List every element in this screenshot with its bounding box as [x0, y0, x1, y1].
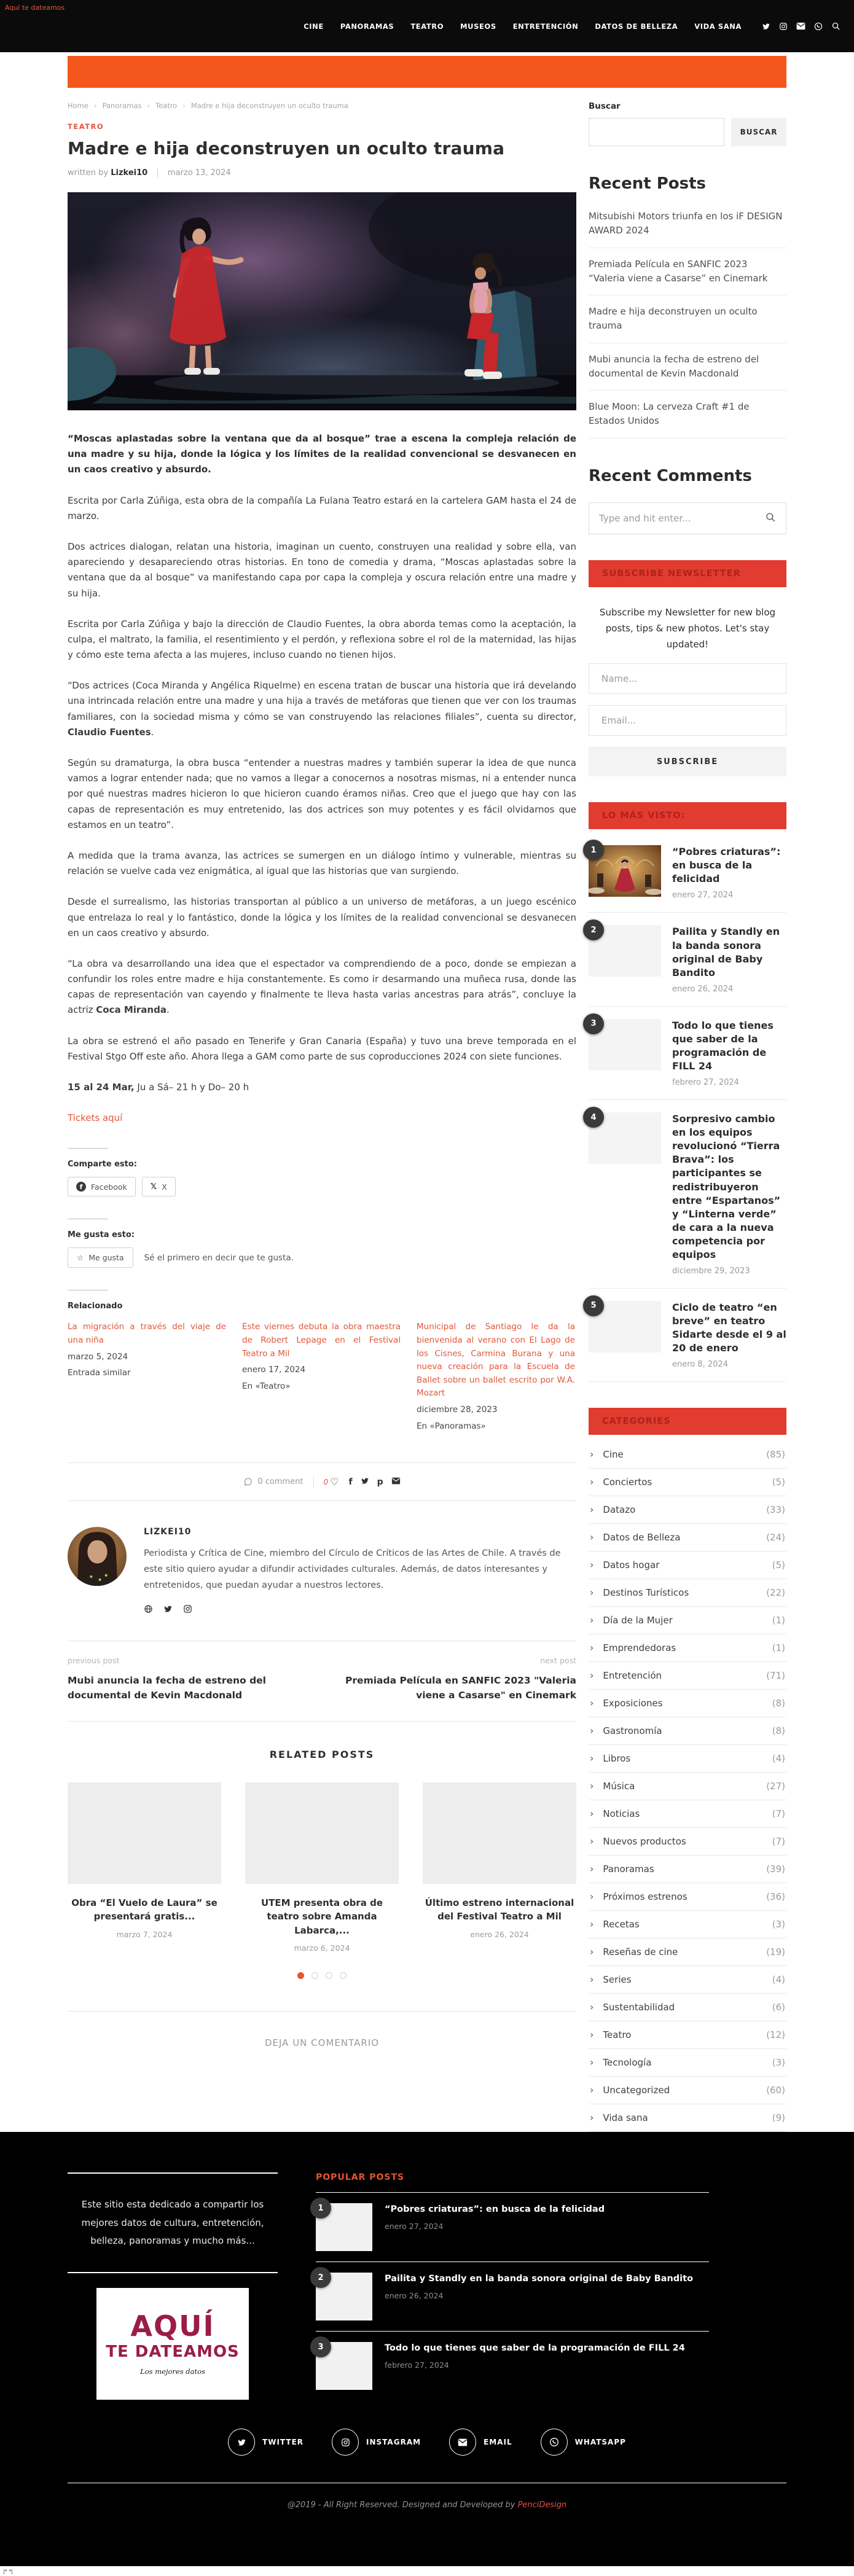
author-bio: Periodista y Crítica de Cine, miembro del Círculo de Críticos de las Artes de Chile. A través de este sitio quiero ayudar a difundir actividades culturales. Además, de datos interesantes y entretenidos, que puedan ayudar a nuestros lectores. [144, 1548, 561, 1590]
article-paragraph: Dos actrices dialogan, relatan una historia, imaginan un cuento, construyen una realidad y sobre ella, van apareciendo y desapareciendo otras historias. En tono de comedia y drama, “Moscas aplastadas sobre la ventana que da al bosque” va manifestando capa por capa la compleja y oscura relación entre una madre y su hija. [68, 541, 576, 599]
related-inline-context: Entrada similar [68, 1368, 131, 1378]
chevron-right-icon: › [590, 1531, 594, 1544]
byline-separator: | [156, 168, 159, 178]
chevron-right-icon: › [590, 1587, 594, 1599]
comment-bar [68, 1463, 576, 1501]
newsletter-email-field[interactable] [589, 705, 786, 736]
related-inline-date: enero 17, 2024 [242, 1365, 306, 1375]
category-item-vida-sana[interactable]: › Vida sana (9) [589, 2104, 786, 2132]
nav-item-cine[interactable]: CINE [304, 21, 324, 31]
chevron-right-icon: › [590, 1725, 594, 1737]
next-post-label: next post [540, 1655, 576, 1665]
author-name[interactable]: LIZKEI10 [144, 1527, 192, 1537]
footer-social [68, 2429, 786, 2456]
most-viewed-banner: LO MÁS VISTO: [589, 802, 786, 829]
nav-item-datos-de-belleza[interactable]: DATOS DE BELLEZA [595, 21, 678, 31]
share-facebook-button[interactable] [68, 1177, 136, 1196]
ad-banner[interactable] [68, 56, 786, 88]
category-item-teatro[interactable]: › Teatro (12) [589, 2021, 786, 2049]
byline-prefix: written by [68, 168, 109, 178]
share-x-label: X [162, 1182, 167, 1192]
divider [68, 2172, 278, 2174]
site-footer [0, 2132, 854, 2566]
rank-badge: 2 [583, 919, 604, 940]
previous-post-title: Mubi anuncia la fecha de estreno del documental de Kevin Macdonald [68, 1674, 266, 1701]
share-email-icon[interactable] [391, 1477, 401, 1487]
category-item-dia-de-la-mujer[interactable]: › Día de la Mujer (1) [589, 1607, 786, 1634]
most-viewed-item[interactable] [589, 913, 786, 1006]
related-post-image [68, 1782, 221, 1884]
breadcrumb-home[interactable]: Home [68, 101, 88, 110]
related-post-date: marzo 6, 2024 [294, 1943, 350, 1953]
related-post-title: Último estreno internacional del Festival Teatro a Mil [425, 1897, 574, 1922]
article-column [68, 101, 576, 2085]
most-viewed-date: diciembre 29, 2023 [672, 1266, 750, 1276]
recent-posts-list [589, 200, 786, 439]
popular-posts-heading: POPULAR POSTS [316, 2172, 405, 2183]
article-paragraph: Escrita por Carla Zúñiga, esta obra de la compañía La Fulana Teatro estará en la cartelera GAM hasta el 24 de marzo. [68, 494, 576, 521]
related-post-date: enero 26, 2024 [470, 1929, 529, 1939]
chevron-right-icon: › [590, 1476, 594, 1488]
instagram-icon[interactable] [779, 22, 788, 31]
whatsapp-icon[interactable] [814, 22, 823, 31]
related-inline-context: En «Panoramas» [417, 1421, 486, 1431]
popular-post-thumbnail [316, 2342, 372, 2390]
most-viewed-thumbnail [589, 1112, 661, 1164]
category-item-proximos-estrenos[interactable]: › Próximos estrenos (36) [589, 1883, 786, 1911]
main [0, 101, 854, 2132]
whatsapp-icon [541, 2429, 568, 2456]
category-item-sustentabilidad[interactable]: › Sustentabilidad (6) [589, 1994, 786, 2021]
footer-social-label: INSTAGRAM [366, 2438, 421, 2447]
related-inline-date: diciembre 28, 2023 [417, 1404, 498, 1415]
category-item-recetas[interactable]: › Recetas (3) [589, 1911, 786, 1938]
carousel-dots [68, 1972, 576, 1979]
related-inline [68, 1321, 576, 1433]
related-post-title: UTEM presenta obra de teatro sobre Amanda Labarca,... [261, 1897, 383, 1936]
newsletter-text: Subscribe my Newsletter for new blog posts, tips & new photos. Let's stay updated! [599, 606, 776, 650]
category-item-noticias[interactable]: › Noticias (7) [589, 1800, 786, 1828]
rank-badge: 3 [310, 2336, 331, 2357]
avatar[interactable] [68, 1527, 127, 1586]
footer-social-label: EMAIL [484, 2438, 512, 2447]
like-label: Me gusta esto: [68, 1230, 135, 1240]
logo-line1: AQUÍ [130, 2309, 215, 2343]
popular-post-title: Todo lo que tienes que saber de la programación de FILL 24 [385, 2343, 685, 2354]
recent-post-link[interactable]: Premiada Película en SANFIC 2023 “Valeria viene a Casarse” en Cinemark [589, 248, 786, 296]
recent-post-link[interactable]: Mubi anuncia la fecha de estreno del documental de Kevin Macdonald [589, 343, 786, 391]
most-viewed-item[interactable] [589, 1100, 786, 1289]
penci-design-link[interactable]: PenciDesign [517, 2500, 567, 2510]
nav-item-museos[interactable]: MUSEOS [460, 21, 496, 31]
footer-about [68, 2172, 278, 2400]
most-viewed-thumbnail [589, 925, 661, 977]
popular-post-title: Pailita y Standly en la banda sonora original de Baby Bandito [385, 2274, 694, 2284]
previous-post-label: previous post [68, 1655, 120, 1665]
site-title-link[interactable]: Aquí te dateamos [5, 4, 65, 12]
byline-author[interactable]: Lizkei10 [111, 168, 148, 178]
related-inline-context: En «Teatro» [242, 1381, 291, 1391]
most-viewed-date: febrero 27, 2024 [672, 1078, 739, 1088]
most-viewed-item[interactable] [589, 833, 786, 913]
rank-badge: 3 [583, 1013, 604, 1034]
article-paragraph: A medida que la trama avanza, las actrices se sumergen en un diálogo íntimo y vulnerable, mientras su relación se vuelve cada vez enigmática, al igual que las historias que van surgiendo. [68, 849, 576, 877]
post-date: marzo 13, 2024 [167, 168, 231, 178]
category-item-destinos-turisticos[interactable]: › Destinos Turísticos (22) [589, 1579, 786, 1607]
related-posts-heading: RELATED POSTS [269, 1748, 375, 1760]
footer-twitter-link[interactable] [228, 2429, 304, 2456]
chevron-right-icon: › [590, 2056, 594, 2069]
most-viewed-list [589, 833, 786, 1382]
article-paragraph: Según su dramaturga, la obra busca “entender a nuestras madres y también superar la idea de que nunca vamos a lograr entender nada; que no vamos a llegar a conocernos a nosotras mismas, ni a entender nunca por qué nuestras madres hicieron lo que hicieron cuando éramos niñas. Creo que el juego que hay con las capas de representación es muy entretenido, las dos actrices son muy potentes y es fácil olvidarnos que estamos en un teatro”. [68, 757, 576, 830]
instagram-icon[interactable] [183, 1604, 192, 1616]
related-post-image [245, 1782, 399, 1884]
footer-about-text: Este sitio esta dedicado a compartir los mejores datos de cultura, entretención, belleza, panoramas y mucho más... [81, 2199, 264, 2246]
related-post-card[interactable] [423, 1782, 576, 1953]
byline [68, 168, 576, 178]
category-item-panoramas[interactable]: › Panoramas (39) [589, 1856, 786, 1883]
recent-post-link[interactable]: Blue Moon: La cerveza Craft #1 de Estados Unidos [589, 391, 786, 439]
most-viewed-title: Ciclo de teatro “en breve” en teatro Sidarte desde el 9 al 20 de enero [672, 1301, 786, 1354]
chevron-right-icon: › [590, 2112, 594, 2124]
copyright: @2019 - All Right Reserved. Designed and Developed by PenciDesign [287, 2500, 567, 2510]
x-icon: 𝕏 [150, 1182, 157, 1192]
carousel-dot[interactable] [326, 1972, 332, 1979]
search-input[interactable] [589, 118, 724, 146]
chevron-right-icon: › [590, 2084, 594, 2096]
recent-post-link[interactable]: Madre e hija deconstruyen un oculto trauma [589, 295, 786, 343]
article-paragraph: Desde el surrealismo, las historias transportan al público a un universo de metáforas, a un juego escénico que entrelaza lo real y lo fantástico, donde la lógica y los límites de la realidad convencional se desvanecen en un caos creativo y absurdo. [68, 896, 576, 939]
most-viewed-title: Sorpresivo cambio en los equipos revolucionó “Tierra Brava”: los participantes se redistribuyeron entre “Espartanos” y “Linterna verde” de cara a la nueva competencia por equipos [672, 1113, 781, 1260]
footer-whatsapp-link[interactable] [541, 2429, 626, 2456]
carousel-dot[interactable] [311, 1972, 318, 1979]
related-inline-item [242, 1321, 401, 1433]
category-item-emprendedoras[interactable]: › Emprendedoras (1) [589, 1634, 786, 1662]
breadcrumb [68, 101, 576, 110]
category-item-cine[interactable]: › Cine (85) [589, 1441, 786, 1469]
article-paragraph: “Moscas aplastadas sobre la ventana que da al bosque” trae a escena la compleja relación de una madre y su hija, donde la lógica y los límites de la realidad convencional se desvanecen en un caos creativo y absurdo. [68, 433, 576, 475]
chevron-right-icon: › [590, 1780, 594, 1792]
carousel-dot[interactable] [340, 1972, 347, 1979]
related-posts [68, 1782, 576, 1953]
category-item-exposiciones[interactable]: › Exposiciones (8) [589, 1690, 786, 1717]
chevron-right-icon: › [590, 1891, 594, 1903]
popular-post-date: febrero 27, 2024 [385, 2360, 449, 2370]
article-paragraph: “Dos actrices (Coca Miranda y Angélica Riquelme) en escena tratan de buscar una historia que irá develando una intrincada relación entre una madre y una hija a través de metáforas que tienen que ver con los traumas familiares, con la sociedad misma y cómo se van construyendo las relaciones filiales”, cuenta su director, Claudio Fuentes. [68, 680, 576, 738]
share-pinterest-icon[interactable]: p [377, 1477, 383, 1487]
related-post-date: marzo 7, 2024 [116, 1929, 173, 1939]
categories-banner: CATEGORIES [589, 1408, 786, 1435]
most-viewed-title: Pailita y Standly en la banda sonora original de Baby Bandito [672, 926, 780, 978]
previous-post[interactable] [68, 1656, 311, 1703]
most-viewed-title: “Pobres criaturas”: en busca de la felicidad [672, 846, 781, 885]
facebook-icon: f [76, 1182, 86, 1192]
footer-social-label: WHATSAPP [574, 2438, 626, 2447]
category-item-series[interactable]: › Series (4) [589, 1966, 786, 1994]
twitter-icon[interactable] [163, 1604, 173, 1616]
search-label: Buscar [589, 101, 621, 111]
related-inline-link[interactable]: Este viernes debuta la obra maestra de Robert Lepage en el Festival Teatro a Mil [242, 1322, 401, 1359]
nav-item-entretencion[interactable]: ENTRETENCIÓN [512, 21, 579, 31]
newsletter-name-field[interactable] [589, 663, 786, 694]
search-icon[interactable] [831, 21, 840, 31]
category-item-resenas-de-cine[interactable]: › Reseñas de cine (19) [589, 1938, 786, 1966]
email-icon [449, 2429, 476, 2456]
search-icon[interactable] [765, 512, 776, 525]
category-item-tecnologia[interactable]: › Tecnología (3) [589, 2049, 786, 2077]
breadcrumb-current: Madre e hija deconstruyen un oculto trauma [190, 101, 348, 110]
share-facebook-icon[interactable]: f [348, 1477, 353, 1487]
star-icon: ☆ [77, 1253, 84, 1263]
most-viewed-date: enero 27, 2024 [672, 891, 734, 900]
post-navigation [68, 1641, 576, 1722]
most-viewed-date: enero 26, 2024 [672, 984, 734, 994]
popular-post-title: “Pobres criaturas”: en busca de la felicidad [385, 2204, 605, 2215]
breadcrumb-teatro[interactable]: Teatro [155, 101, 178, 110]
popular-post-item[interactable] [316, 2331, 709, 2400]
share-facebook-label: Facebook [91, 1182, 127, 1192]
popular-post-date: enero 26, 2024 [385, 2291, 444, 2301]
article-schedule: 15 al 24 Mar, Ju a Sá– 21 h y Do– 20 h [68, 1082, 249, 1093]
logo-line2: TE DATEAMOS [106, 2343, 240, 2362]
related-inline-link[interactable]: Municipal de Santiago le da la bienvenida al verano con El Lago de los Cisnes, Carmina Burana y una nueva creación para la Escuela de Ballet sobre un ballet escrito por W.A. Mozart [417, 1322, 575, 1399]
main-nav [0, 0, 854, 52]
recent-posts-heading: Recent Posts [589, 174, 706, 193]
chevron-right-icon: › [590, 1697, 594, 1709]
divider [68, 2011, 576, 2012]
chevron-right-icon: › [590, 1559, 594, 1571]
carousel-dot-active[interactable] [297, 1972, 304, 1979]
like-count[interactable]: 0 ♡ [323, 1476, 339, 1488]
category-item-libros[interactable]: › Libros (4) [589, 1745, 786, 1773]
chevron-right-icon: › [590, 1863, 594, 1875]
chevron-right-icon: › [590, 1642, 594, 1654]
categories-list [589, 1441, 786, 2132]
nav-item-teatro[interactable]: TEATRO [410, 21, 444, 31]
article-paragraph: Escrita por Carla Zúñiga y bajo la dirección de Claudio Fuentes, la obra aborda temas como la aceptación, la culpa, el maltrato, la familia, el resentimiento y el perdón, y reflexiona sobre el rol de la maternidad, las hijas y cómo este tema afecta a las mujeres, incluso cuando no tienen hijos. [68, 618, 576, 661]
share-label: Comparte esto: [68, 1160, 137, 1169]
chevron-right-icon: › [590, 1448, 594, 1461]
author-box [68, 1527, 576, 1615]
related-inline-date: marzo 5, 2024 [68, 1351, 128, 1362]
site-header [0, 0, 854, 52]
most-viewed-item[interactable] [589, 1289, 786, 1382]
heart-icon: ♡ [330, 1476, 339, 1488]
most-viewed-date: enero 8, 2024 [672, 1360, 728, 1370]
chevron-right-icon: › [590, 1835, 594, 1848]
related-post-title: Obra “El Vuelo de Laura” se presentará gratis... [71, 1897, 217, 1922]
tickets-link[interactable]: Tickets aquí [68, 1112, 123, 1124]
twitter-icon [228, 2429, 255, 2456]
related-post-card[interactable] [68, 1782, 221, 1953]
footer-email-link[interactable] [449, 2429, 512, 2456]
category-item-nuevos-productos[interactable]: › Nuevos productos (7) [589, 1828, 786, 1856]
chevron-right-icon: › [590, 1752, 594, 1765]
chevron-right-icon: › [590, 1808, 594, 1820]
breadcrumb-panoramas[interactable]: Panoramas [102, 101, 142, 110]
chevron-right-icon: › [590, 1918, 594, 1930]
share-twitter-icon[interactable] [361, 1477, 369, 1488]
chevron-right-icon: › [590, 1504, 594, 1516]
related-post-card[interactable] [245, 1782, 399, 1953]
category-item-datazo[interactable]: › Datazo (33) [589, 1496, 786, 1524]
category-item-datos-hogar[interactable]: › Datos hogar (5) [589, 1551, 786, 1579]
most-viewed-title: Todo lo que tienes que saber de la programación de FILL 24 [672, 1019, 774, 1072]
rank-badge: 5 [583, 1295, 604, 1316]
bottom-artifact: |* *| [0, 2566, 854, 2576]
popular-post-thumbn ail [316, 2273, 372, 2320]
popular-post-date: enero 27, 2024 [385, 2222, 444, 2231]
category-item-entretencion[interactable]: › Entretención (71) [589, 1662, 786, 1690]
recent-comments-heading: Recent Comments [589, 466, 752, 485]
most-viewed-item[interactable] [589, 1007, 786, 1100]
category-item-musica[interactable]: › Música (27) [589, 1773, 786, 1800]
breadcrumb-separator: › [182, 101, 186, 110]
category-item-datos-de-belleza[interactable]: › Datos de Belleza (24) [589, 1524, 786, 1551]
category-item-gastronomia[interactable]: › Gastronomía (8) [589, 1717, 786, 1745]
chevron-right-icon: › [590, 1614, 594, 1626]
popular-post-item[interactable] [316, 2262, 709, 2331]
article-paragraph: “La obra va desarrollando una idea que el espectador va comprendiendo de a poco, donde se empiezan a confundir los roles entre madre e hija constantemente. Es como ir desarmando una muñeca rusa, donde las capas de representación van cayendo y finalmente te lleva hasta varias ancestras para atrás”, concluye la actriz Coca Miranda. [68, 958, 576, 1016]
divider [68, 1148, 108, 1149]
twitter-icon[interactable] [762, 22, 770, 31]
rank-badge: 1 [583, 840, 604, 861]
search-button[interactable]: BUSCAR [731, 118, 786, 146]
chevron-right-icon: › [590, 2029, 594, 2041]
share-x-button[interactable] [142, 1177, 176, 1196]
related-post-image [423, 1782, 576, 1884]
related-inline-item [417, 1321, 575, 1433]
globe-icon[interactable] [144, 1604, 153, 1616]
rank-badge: 1 [310, 2198, 331, 2219]
breadcrumb-separator: › [93, 101, 97, 110]
rank-badge: 4 [583, 1107, 604, 1128]
popular-post-thumbnail [316, 2203, 372, 2251]
instagram-icon [332, 2429, 359, 2456]
rank-badge: 2 [310, 2267, 331, 2288]
comment-count[interactable]: 0 comment [243, 1477, 303, 1486]
like-button[interactable] [68, 1247, 133, 1268]
chevron-right-icon: › [590, 1946, 594, 1958]
nav-item-panoramas[interactable]: PANORAMAS [340, 21, 394, 31]
footer-social-label: TWITTER [262, 2438, 304, 2447]
category-item-conciertos[interactable]: › Conciertos (5) [589, 1469, 786, 1496]
most-viewed-thumbnail [589, 1019, 661, 1071]
subscribe-button[interactable]: SUBSCRIBE [589, 747, 786, 776]
comment-search-box [589, 502, 786, 534]
sidebar [589, 101, 786, 2132]
chevron-right-icon: › [590, 1973, 594, 1986]
article-paragraph: La obra se estrenó el año pasado en Tenerife y Gran Canaria (España) y tuvo una breve temporada en el Festival Stgo Off este año. Ahora llega a GAM como parte de sus coproducciones 2024 con siete funciones. [68, 1035, 576, 1062]
newsletter-banner: SUBSCRIBE NEWSLETTER [589, 560, 786, 587]
recent-post-link[interactable]: Mitsubishi Motors triunfa en los iF DESIGN AWARD 2024 [589, 200, 786, 248]
divider [68, 2272, 278, 2273]
comment-search-input[interactable] [599, 513, 765, 524]
page-title: Madre e hija deconstruyen un oculto trauma [68, 138, 505, 158]
article-tickets [68, 1110, 576, 1126]
category-item-uncategorized[interactable]: › Uncategorized (60) [589, 2077, 786, 2104]
logo-tagline: Los mejores datos [140, 2367, 205, 2376]
nav-item-vida-sana[interactable]: VIDA SANA [694, 21, 742, 31]
breadcrumb-separator: › [147, 101, 150, 110]
popular-post-item[interactable] [316, 2193, 709, 2262]
chevron-right-icon: › [590, 2001, 594, 2013]
next-post[interactable] [332, 1656, 576, 1703]
comment-bubble-icon [243, 1477, 253, 1486]
most-viewed-thumbnail [589, 1301, 661, 1352]
related-label: Relacionado [68, 1302, 123, 1311]
chevron-right-icon: › [590, 1669, 594, 1682]
footer-instagram-link[interactable] [332, 2429, 421, 2456]
related-inline-link[interactable]: La migración a través del viaje de una niña [68, 1322, 226, 1345]
article-hero-image [68, 192, 576, 410]
related-inline-item [68, 1321, 226, 1433]
post-category-label[interactable]: TEATRO [68, 122, 104, 131]
leave-comment-heading: DEJA UN COMENTARIO [264, 2037, 380, 2049]
divider [313, 1477, 314, 1488]
next-post-title: Premiada Película en SANFIC 2023 "Valeria viene a Casarse" en Cinemark [345, 1674, 576, 1701]
article-body [68, 431, 576, 1126]
most-viewed-thumbnail [589, 845, 661, 897]
like-button-label: Me gusta [88, 1253, 124, 1263]
footer-popular-posts [316, 2172, 709, 2400]
footer-logo[interactable] [96, 2288, 249, 2400]
email-icon[interactable] [796, 22, 805, 30]
like-hint: Sé el primero en decir que te gusta. [144, 1252, 294, 1263]
